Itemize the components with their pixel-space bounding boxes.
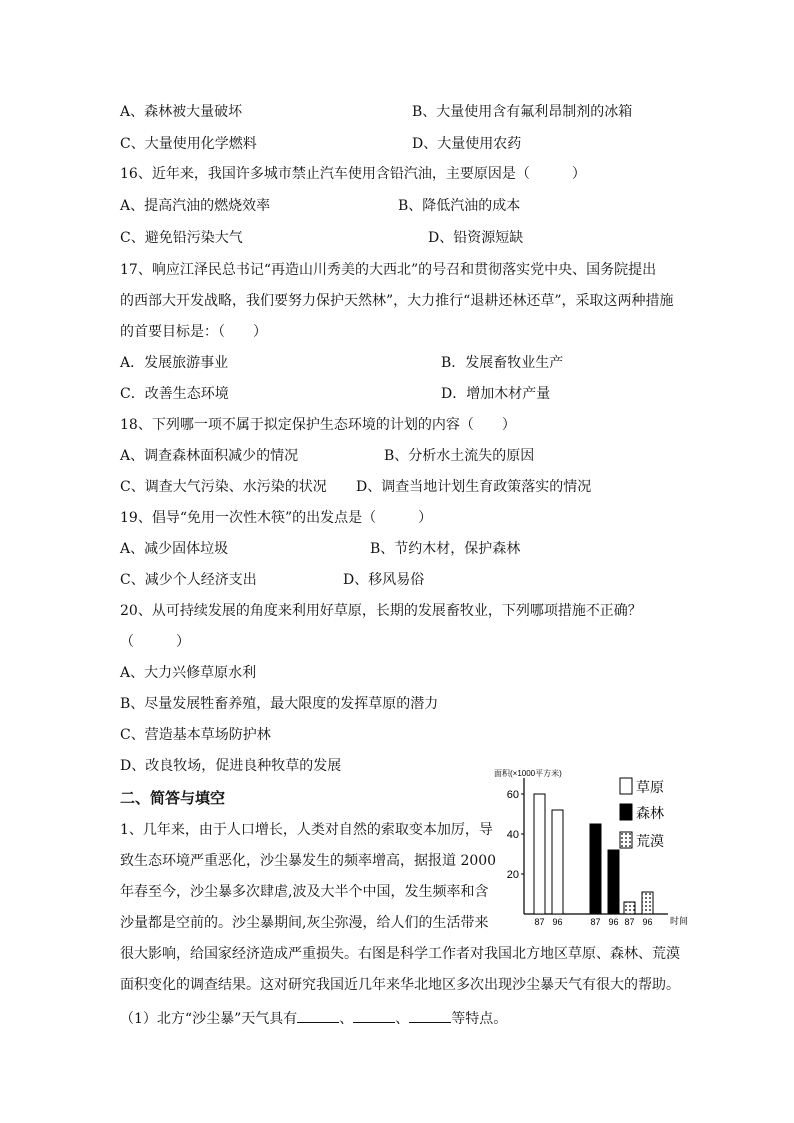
q17-option-c: C．改善生态环境 [120,386,229,402]
q16-option-c: C、避免铅污染大气 [120,230,243,246]
q17-stem-line-1: 17、响应江泽民总书记“再造山川秀美的大西北”的号召和贯彻落实党中央、国务院提出 [120,262,657,278]
legend-swatch-荒漠 [620,832,632,848]
q17-option-b: B．发展畜牧业生产 [441,355,564,371]
q19-option-c: C、减少个人经济支出 [120,572,257,588]
legend-label-森林: 森林 [636,805,664,821]
q20-stem-line-1: 20、从可持续发展的角度来利用好草原，长期的发展畜牧业，下列哪项措施不正确？ [120,603,642,619]
x-tick-label-草原-87: 87 [534,917,545,927]
section-heading: 二、简答与填空 [120,789,226,807]
para-line-1: 1、几年来，由于人口增长，人类对自然的索取变本加厉，导 [120,822,493,838]
bar-草原-87 [534,794,545,914]
x-tick-label-森林-87: 87 [590,917,601,927]
q20-option-d: D、改良牧场，促进良种牧草的发展 [120,758,342,774]
y-tick-label-40: 40 [506,829,519,841]
answer-blank-3[interactable] [409,1008,451,1023]
q20-option-b: B、尽量发展牲畜养殖，最大限度的发挥草原的潜力 [120,696,439,712]
para-line-6: 面积变化的调查结果。这对研究我国近几年来华北地区多次出现沙尘暴天气有很大的帮助。 [120,977,680,993]
bar-荒漠-87 [624,902,635,914]
q15-option-b: B、大量使用含有氟利昂制剂的冰箱 [412,104,633,120]
x-tick-label-荒漠-87: 87 [624,917,635,927]
q17-option-d: D．增加木材产量 [441,386,551,402]
para-line-2: 致生态环境严重恶化，沙尘暴发生的频率增高，据报道 2000 [120,853,497,869]
q15-option-d: D、大量使用农药 [412,136,522,152]
x-tick-label-草原-96: 96 [552,917,563,927]
bar-草原-96 [552,810,563,914]
q18-option-a: A、调查森林面积减少的情况 [120,448,299,464]
q19-option-b: B、节约木材，保护森林 [370,541,521,557]
bar-荒漠-96 [642,892,653,914]
y-tick-label-60: 60 [506,789,519,801]
x-tick-label-森林-96: 96 [608,917,619,927]
legend-swatch-草原 [620,778,632,794]
q17-stem-line-2: 的西部大开发战略，我们要努力保护天然林”，大力推行“退耕还林还草”，采取这两种措施 [120,293,674,309]
sub1-prefix: （1）北方“沙尘暴”天气具有 [120,1011,298,1027]
y-tick-label-20: 20 [506,869,519,881]
para-line-4: 沙量都是空前的。沙尘暴期间,灰尘弥漫，给人们的生活带来 [120,915,489,931]
area-change-chart [492,764,702,934]
para-line-5: 很大影响，给国家经济造成严重损失。右图是科学工作者对我国北方地区草原、森林、荒漠 [120,946,680,962]
q15-option-a: A、森林被大量破坏 [120,104,243,120]
q17-stem-line-3: 的首要目标是：（ ） [120,324,267,340]
q16-option-b: B、降低汽油的成本 [398,198,521,214]
q16-option-d: D、铅资源短缺 [428,230,524,246]
q17-option-a: A．发展旅游事业 [120,355,229,371]
q18-stem: 18、下列哪一项不属于拟定保护生态环境的计划的内容（ ） [120,417,516,433]
sub-question-1 [120,1008,507,1029]
legend-label-草原: 草原 [636,779,664,795]
q18-option-b: B、分析水土流失的原因 [384,448,535,464]
q19-option-d: D、移风易俗 [343,572,425,588]
q15-option-c: C、大量使用化学燃料 [120,136,257,152]
x-tick-label-荒漠-96: 96 [642,917,653,927]
bar-森林-87 [590,824,601,914]
q20-option-c: C、营造基本草场防护林 [120,727,271,743]
q18-option-c: C、调查大气污染、水污染的状况 [120,479,327,495]
sub1-sep-1: 、 [339,1011,354,1027]
legend-swatch-森林 [620,804,632,820]
q16-stem: 16、近年来，我国许多城市禁止汽车使用含铅汽油，主要原因是（ ） [120,166,586,182]
q20-option-a: A、大力兴修草原水利 [120,665,257,681]
para-line-3: 年春至今，沙尘暴多次肆虐,波及大半个中国，发生频率和含 [120,884,489,900]
bar-森林-96 [608,850,619,914]
answer-blank-1[interactable] [297,1008,339,1023]
x-axis-label: 时间 [670,916,689,926]
q19-stem: 19、倡导“免用一次性木筷”的出发点是（ ） [120,510,433,526]
q19-option-a: A、减少固体垃圾 [120,541,229,557]
legend-label-荒漠: 荒漠 [636,833,664,849]
sub1-sep-2: 、 [395,1011,410,1027]
q20-stem-line-2: （ ） [120,634,190,650]
sub1-suffix: 等特点。 [451,1011,508,1027]
answer-blank-2[interactable] [353,1008,395,1023]
q16-option-a: A、提高汽油的燃烧效率 [120,198,271,214]
y-axis-label: 面积(×1000平方米) [494,769,562,778]
q18-option-d: D、调查当地计划生育政策落实的情况 [356,479,592,495]
